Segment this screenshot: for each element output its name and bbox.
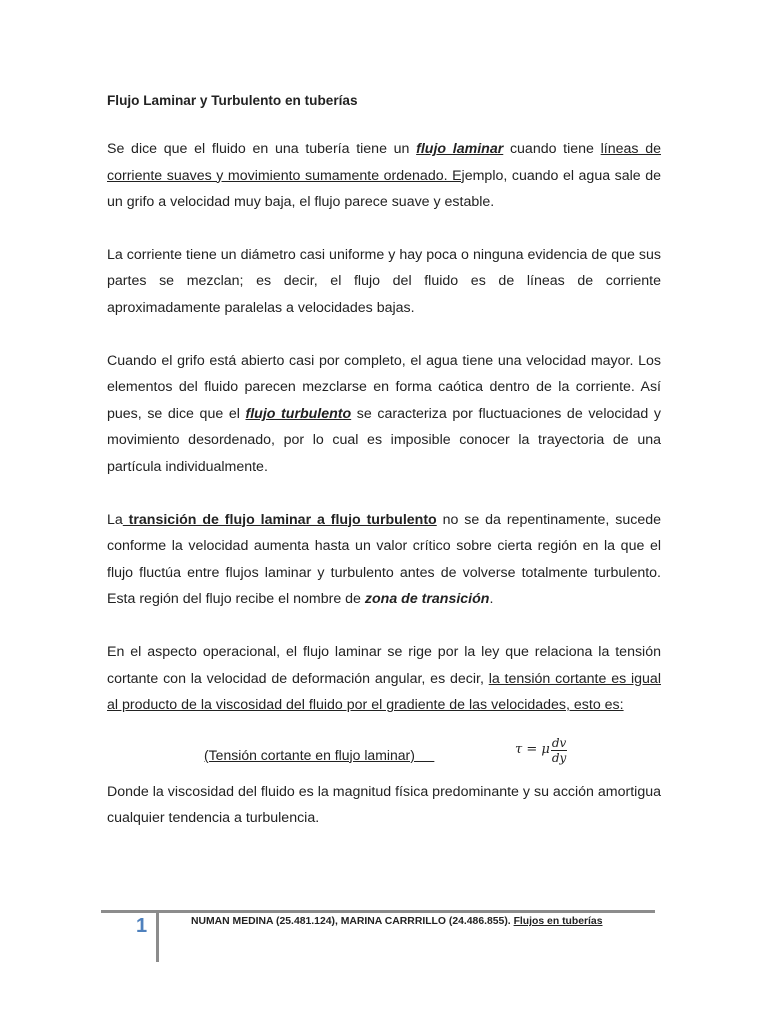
footer-rule [101,910,655,913]
text: En el aspecto operacional, el flujo laminar se rige por la ley que relaciona la tensión cortante con la velocidad de deformación angular, es decir, [107,643,661,687]
underlined-definition: líneas de corriente suaves y movimiento sumamente ordenado. Ej [107,141,661,184]
text: cuando tiene [503,141,601,157]
formula-caption: (Tensión cortante en flujo laminar) [204,746,435,763]
text: se caracteriza por fluctuaciones de velocidad y movimiento desordenado, por lo cual es imposible conocer la trayectoria de una partícula individualmente. [107,405,661,475]
formula-numerator: dv [551,736,567,751]
shear-stress-formula [515,729,567,773]
footer-authors: NUMAN MEDINA (25.481.124), MARINA CARRRILLO (24.486.855). [191,916,514,927]
term-flujo-laminar: flujo laminar [416,141,504,157]
footer-divider [156,912,159,962]
text: no se da repentinamente, sucede conforme la velocidad aumenta hasta un valor crítico sobre cierta región en la que el flujo fluctúa entre flujos laminar y turbulento antes de volverse totalmente turbulento. Esta región del flujo recibe el nombre de [107,511,661,608]
formula-denominator: dy [551,751,567,766]
text: Cuando el grifo está abierto casi por completo, el agua tiene una velocidad mayor. Los elementos del fluido parecen mezclarse en forma caótica dentro de la corriente. Así pues, se dice que el [107,352,661,422]
text: emplo, cuando el agua sale de un grifo a velocidad muy baja, el flujo parece suave y estable. [107,167,662,211]
formula-fraction [551,736,567,765]
document-body [107,90,661,858]
paragraph-corriente: La corriente tiene un diámetro casi uniforme y hay poca o ninguna evidencia de que sus partes se mezclan; es decir, el flujo del fluido es de líneas de corriente aproximadamente paralelas a velocidades bajas. [107,246,661,316]
formula-row [107,729,661,779]
term-zona-de-transicion: zona de transición [364,591,490,608]
formula-lhs: τ = μ [515,742,550,758]
paragraph-laminar [107,136,661,216]
paragraph-viscosidad: Donde la viscosidad del fluido es la magnitud física predominante y su acción amortigua cualquier tendencia a turbulencia. [107,783,661,827]
underlined-law: la tensión cortante es igual al producto de la viscosidad del fluido por el gradiente de las velocidades, esto es: [107,670,661,714]
paragraph-turbulento [107,348,661,481]
document-title: Flujo Laminar y Turbulento en tuberías [107,93,358,108]
footer-link[interactable]: Flujos en tuberías [513,916,603,927]
text: La [107,511,123,528]
paragraph-transicion [107,507,661,613]
paragraph-operacional [107,639,661,719]
text: Se dice que el fluido en una tubería tiene un [107,141,417,157]
text: . [489,591,494,608]
term-transicion: transición de flujo laminar a flujo turbulento [122,511,437,528]
term-flujo-turbulento: flujo turbulento [245,405,352,422]
footer-text [191,914,603,930]
page-number: 1 [136,915,148,937]
